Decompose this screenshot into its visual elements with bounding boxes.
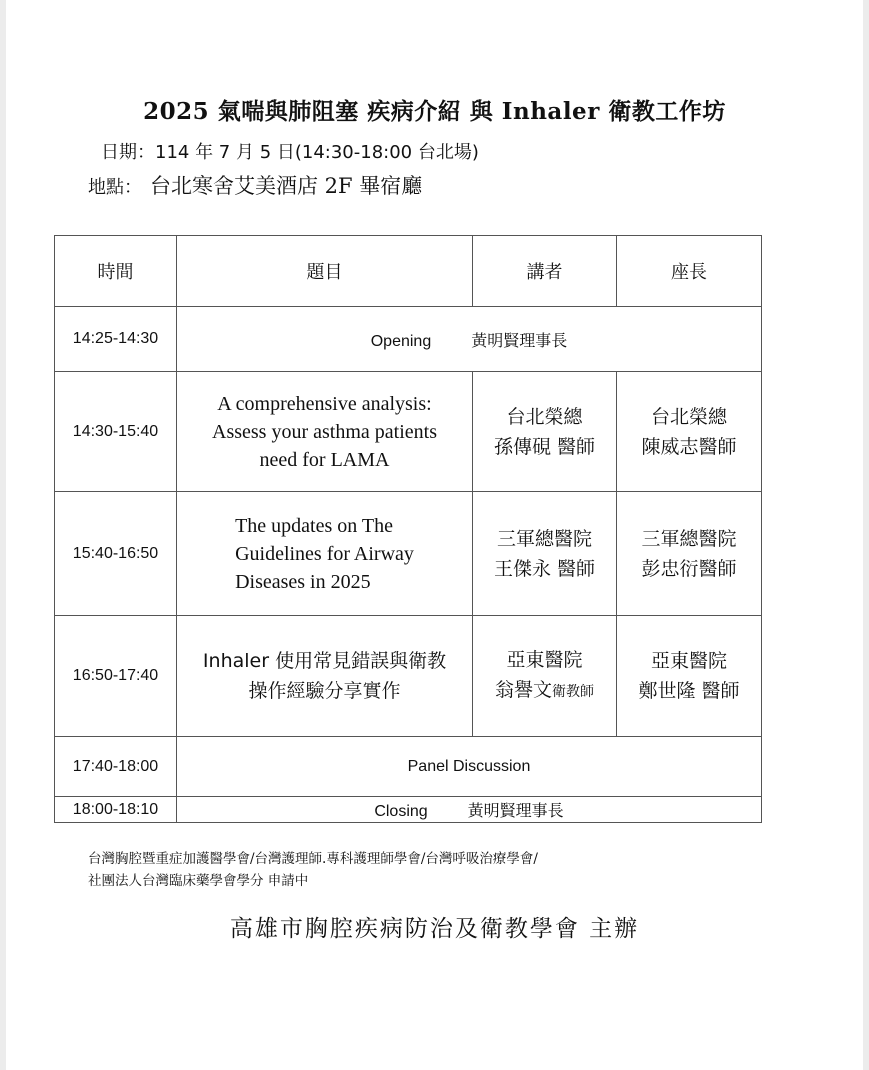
row-session — [177, 797, 762, 823]
session-chair: 黃明賢理事長 — [471, 330, 568, 350]
row-time: 18:00-18:10 — [55, 797, 177, 823]
speaker-hospital: 台北榮總 — [506, 405, 583, 428]
topic-line: The updates on The — [235, 514, 393, 537]
topic-line: 操作經驗分享實作 — [248, 680, 401, 702]
table-row — [55, 616, 762, 737]
speaker-name-text: 翁譽文 — [494, 679, 552, 701]
schedule-table — [54, 235, 762, 823]
row-topic — [177, 616, 473, 737]
table-row — [55, 307, 762, 372]
page-title: 2025 氣喘與肺阻塞 疾病介紹 與 Inhaler 衛教工作坊 — [143, 98, 726, 125]
header-time: 時間 — [55, 236, 177, 307]
row-time: 16:50-17:40 — [55, 616, 177, 737]
row-time: 17:40-18:00 — [55, 737, 177, 797]
topic-line: A comprehensive analysis: — [217, 392, 432, 415]
header-moderator: 座長 — [617, 236, 762, 307]
speaker-name: 孫傳硯 醫師 — [493, 435, 596, 458]
table-row — [55, 797, 762, 823]
session-topic: Panel Discussion — [407, 757, 531, 775]
credit-line: 台灣胸腔暨重症加護醫學會/台灣護理師.專科護理師學會/台灣呼吸治療學會/ — [88, 851, 538, 867]
row-session — [177, 307, 762, 372]
credit-note — [88, 848, 538, 892]
row-moderator — [617, 492, 762, 616]
row-time: 14:30-15:40 — [55, 372, 177, 492]
session-topic: Closing — [374, 803, 428, 820]
speaker-hospital: 三軍總醫院 — [496, 527, 592, 550]
row-session — [177, 737, 762, 797]
event-venue — [88, 170, 422, 200]
row-time: 15:40-16:50 — [55, 492, 177, 616]
table-header-row — [55, 236, 762, 307]
topic-line: Guidelines for Airway — [235, 542, 414, 565]
table-row — [55, 492, 762, 616]
table-row — [55, 372, 762, 492]
row-speaker — [473, 492, 617, 616]
topic-line: Assess your asthma patients — [212, 420, 437, 443]
event-date: 日期：114 年 7 月 5 日(14:30-18:00 台北場) — [101, 142, 479, 163]
moderator-hospital: 三軍總醫院 — [641, 527, 737, 550]
speaker-name — [477, 675, 612, 707]
topic-line: need for LAMA — [259, 448, 390, 471]
moderator-hospital: 亞東醫院 — [650, 650, 727, 672]
speaker-title: 衛教師 — [552, 684, 594, 700]
session-chair: 黃明賢理事長 — [467, 801, 564, 820]
venue-label: 地點： — [88, 177, 142, 198]
row-time: 14:25-14:30 — [55, 307, 177, 372]
header-topic: 題目 — [177, 236, 473, 307]
topic-line: Inhaler 使用常見錯誤與衛教 — [202, 650, 447, 672]
header-speaker: 講者 — [473, 236, 617, 307]
venue-value: 台北寒舍艾美酒店 2F 畢宿廳 — [150, 174, 423, 198]
moderator-name: 彭忠衍醫師 — [641, 557, 737, 580]
row-topic — [177, 492, 473, 616]
session-topic: Opening — [370, 332, 432, 350]
moderator-hospital: 台北榮總 — [650, 405, 727, 428]
moderator-name: 陳威志醫師 — [641, 435, 737, 458]
row-moderator — [617, 616, 762, 737]
row-speaker — [473, 616, 617, 737]
host-organizer: 高雄市胸腔疾病防治及衛教學會 主辦 — [229, 916, 640, 942]
credit-line: 社團法人台灣臨床藥學會學分 申請中 — [88, 873, 309, 889]
speaker-hospital: 亞東醫院 — [506, 649, 583, 671]
moderator-name: 鄭世隆 醫師 — [638, 680, 740, 702]
topic-line: Diseases in 2025 — [235, 570, 371, 593]
table-row — [55, 737, 762, 797]
row-moderator — [617, 372, 762, 492]
row-topic — [177, 372, 473, 492]
row-speaker — [473, 372, 617, 492]
speaker-name: 王傑永 醫師 — [493, 557, 596, 580]
